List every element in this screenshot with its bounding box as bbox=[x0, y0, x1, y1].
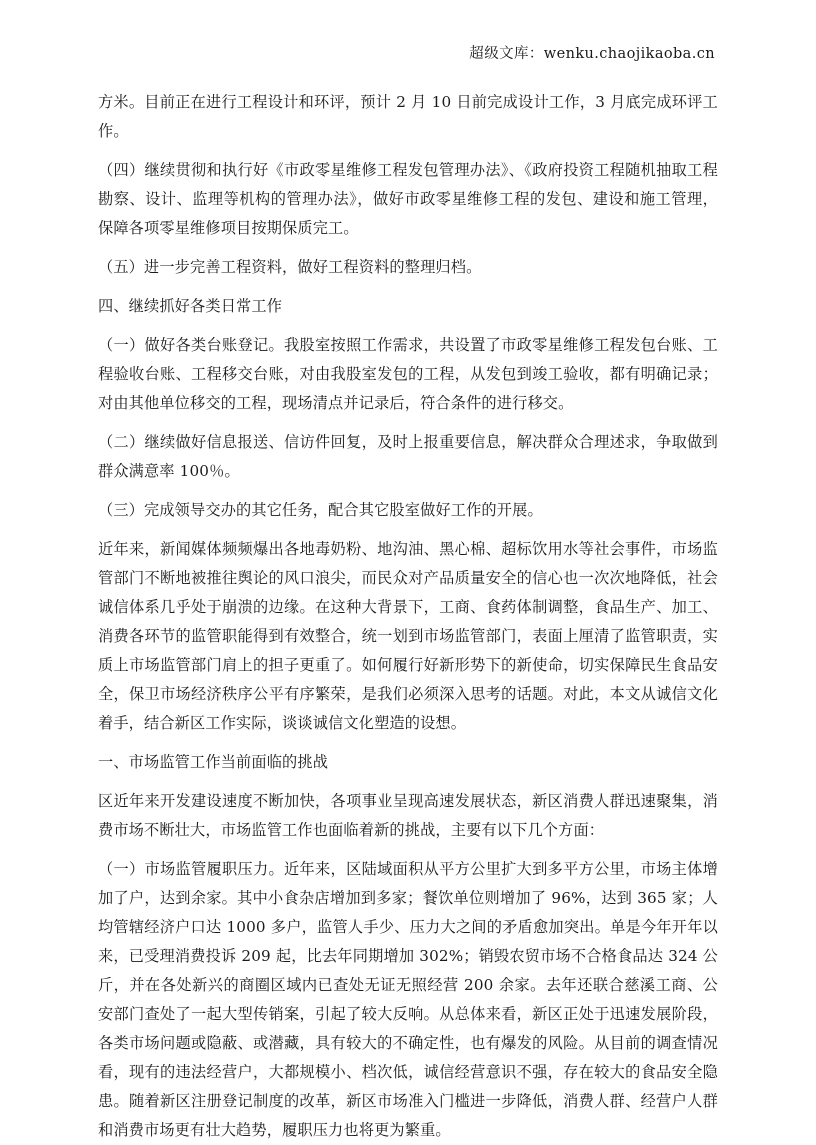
page-header-watermark: 超级文库：wenku.chaojikaoba.cn bbox=[469, 46, 715, 62]
paragraph-challenge-intro: 区近年来开发建设速度不断加快，各项事业呈现高速发展状态，新区消费人群迅速聚集，消费市场不断壮大，市场监管工作也面临着新的挑战，主要有以下几个方面： bbox=[98, 792, 718, 839]
document-body bbox=[98, 88, 718, 1145]
paragraph-item-3: （三）完成领导交办的其它任务，配合其它股室做好工作的开展。 bbox=[98, 501, 543, 519]
paragraph-continuation-fangmi: 方米。目前正在进行工程设计和环评，预计 2 月 10 日前完成设计工作，3 月底完成环评工作。 bbox=[98, 93, 718, 140]
heading-section-4: 四、继续抓好各类日常工作 bbox=[98, 297, 283, 315]
paragraph-background: 近年来，新闻媒体频频爆出各地毒奶粉、地沟油、黑心棉、超标饮用水等社会事件，市场监管部门不断地被推往舆论的风口浪尖，而民众对产品质量安全的信心也一次次地降低，社会诚信体系几乎处于崩溃的边缘。在这种大背景下，工商、食药体制调整，食品生产、加工、消费各环节的监管职能得到有效整合，统一划到市场监管部门，表面上厘清了监管职责，实质上市场监管部门肩上的担子更重了。如何履行好新形势下的新使命，切实保障民生食品安全，保卫市场经济秩序公平有序繁荣，是我们必须深入思考的话题。对此，本文从诚信文化着手，结合新区工作实际，谈谈诚信文化塑造的设想。 bbox=[98, 540, 718, 732]
paragraph-item-2: （二）继续做好信息报送、信访件回复，及时上报重要信息，解决群众合理述求，争取做到群众满意率 100％。 bbox=[98, 433, 718, 480]
paragraph-item-4: （四）继续贯彻和执行好《市政零星维修工程发包管理办法》、《政府投资工程随机抽取工程勘察、设计、监理等机构的管理办法》，做好市政零星维修工程的发包、建设和施工管理，保障各项零星维修项目按期保质完工。 bbox=[98, 161, 718, 237]
paragraph-item-1: （一）做好各类台账登记。我股室按照工作需求，共设置了市政零星维修工程发包台账、工程验收台账、工程移交台账，对由我股室发包的工程，从发包到竣工验收，都有明确记录；对由其他单位移交的工程，现场清点并记录后，符合条件的进行移交。 bbox=[98, 336, 718, 412]
paragraph-item-5: （五）进一步完善工程资料，做好工程资料的整理归档。 bbox=[98, 258, 482, 276]
paragraph-challenge-1: （一）市场监管履职压力。近年来，区陆域面积从平方公里扩大到多平方公里，市场主体增加了户，达到余家。其中小食杂店增加到多家；餐饮单位则增加了 96%，达到 365 家；人均管辖经济户口达 1000 多户，监管人手少、压力大之间的矛盾愈加突出。单是今年开年以来，已受理消费投诉 209 起，比去年同期增加 302%；销毁农贸市场不合格食品达 324 公斤，并在各处新兴的商圈区域内已查处无证无照经营 200 余家。去年还联合慈溪工商、公安部门查处了一起大型传销案，引起了较大反响。从总体来看，新区正处于迅速发展阶段，各类市场问题或隐蔽、或潜藏，具有较大的不确定性，也有爆发的风险。从目前的调查情况看，现有的违法经营户，大都规模小、档次低，诚信经营意识不强，存在较大的食品安全隐患。随着新区注册登记制度的改革，新区市场准入门槛进一步降低，消费人群、经营户人群和消费市场更有壮大趋势，履职压力也将更为繁重。 bbox=[98, 860, 718, 1139]
heading-section-1: 一、市场监管工作当前面临的挑战 bbox=[98, 753, 329, 771]
